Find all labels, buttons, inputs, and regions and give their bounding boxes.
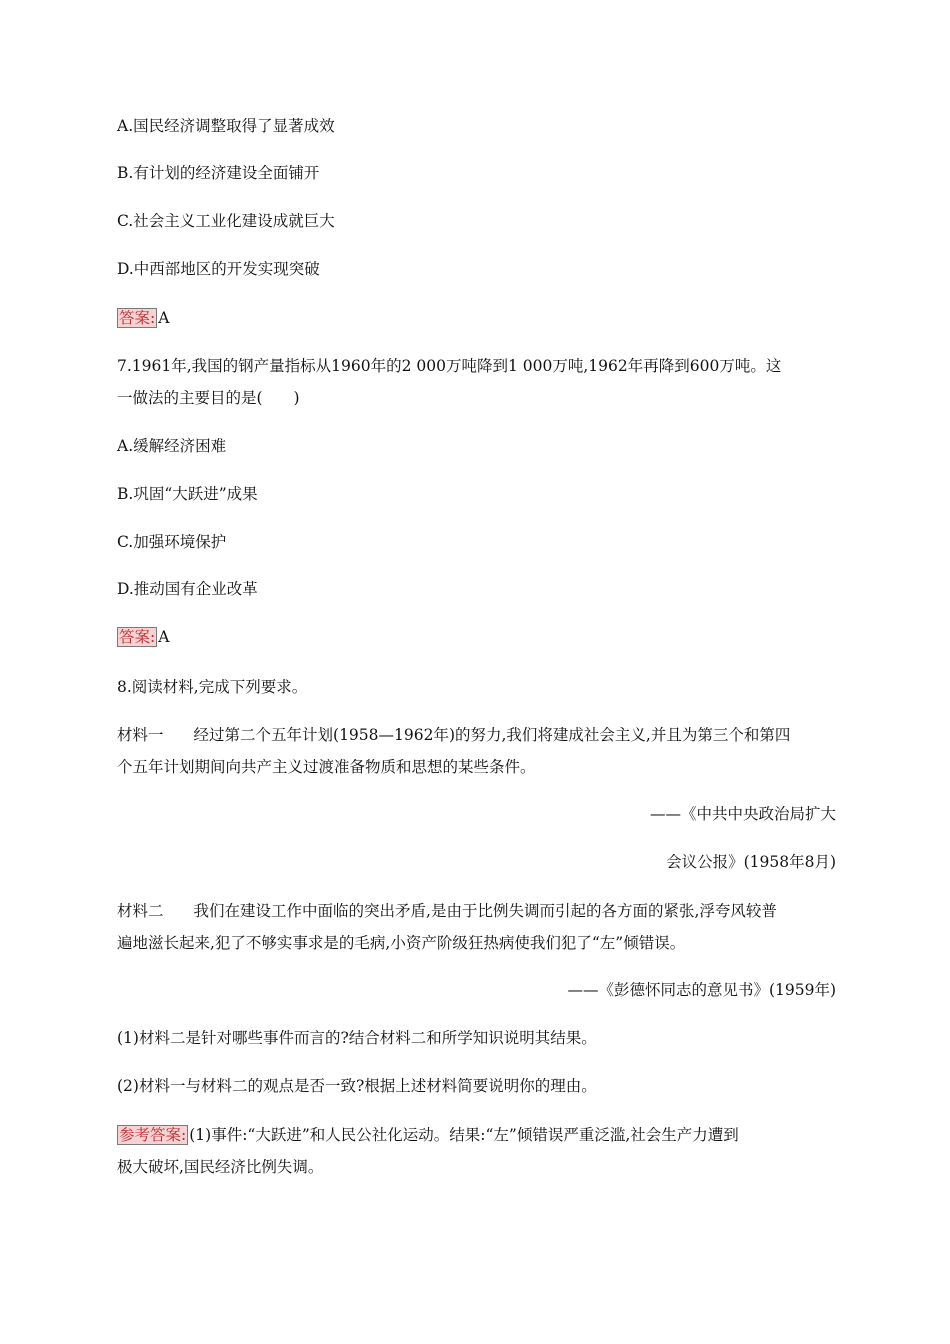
q7-stem-line-1: 7.1961年,我国的钢产量指标从1960年的2 000万吨降到1 000万吨,1962年再降到600万吨。这 (117, 357, 782, 375)
material1-source-line-2: 会议公报》(1958年8月) (666, 853, 836, 871)
q7-option-c: C.加强环境保护 (117, 533, 227, 551)
q7-answer (117, 626, 837, 648)
material1-source-line-1: ——《中共中央政治局扩大 (649, 805, 836, 823)
q7-stem-line-2: 一做法的主要目的是( ) (117, 389, 300, 407)
material2-source: ——《彭德怀同志的意见书》(1959年) (567, 981, 836, 999)
material1-line-2: 个五年计划期间向共产主义过渡准备物质和思想的某些条件。 (117, 758, 536, 776)
answer-value: A (158, 628, 170, 646)
q6-option-b: B.有计划的经济建设全面铺开 (117, 164, 320, 182)
answer-badge: 答案: (119, 628, 156, 646)
reference-answer-text: (1)事件:“大跃进”和人民公社化运动。结果:“左”倾错误严重泛滥,社会生产力遭到 (189, 1126, 739, 1144)
reference-answer-badge: 参考答案: (119, 1126, 187, 1144)
material1-text: 经过第二个五年计划(1958—1962年)的努力,我们将建成社会主义,并且为第三个和第四 (193, 726, 791, 744)
q7-option-b: B.巩固“大跃进”成果 (117, 485, 258, 503)
q6-option-c: C.社会主义工业化建设成就巨大 (117, 212, 335, 230)
material2-line-2: 遍地滋长起来,犯了不够实事求是的毛病,小资产阶级狂热病使我们犯了“左”倾错误。 (117, 934, 686, 952)
answer-badge: 答案: (119, 309, 156, 327)
q8-question-1: (1)材料二是针对哪些事件而言的?结合材料二和所学知识说明其结果。 (117, 1029, 597, 1047)
q6-option-a: A.国民经济调整取得了显著成效 (117, 117, 335, 135)
material2-line-1 (117, 900, 837, 922)
q8-reference-answer-line-1 (117, 1124, 837, 1146)
material1-line-1 (117, 724, 837, 746)
material2-label: 材料二 (117, 902, 164, 920)
q8-question-2: (2)材料一与材料二的观点是否一致?根据上述材料简要说明你的理由。 (117, 1077, 597, 1095)
q8-stem: 8.阅读材料,完成下列要求。 (117, 678, 308, 696)
q7-option-a: A.缓解经济困难 (117, 437, 227, 455)
material1-label: 材料一 (117, 726, 164, 744)
q7-option-d: D.推动国有企业改革 (117, 580, 258, 598)
material2-text: 我们在建设工作中面临的突出矛盾,是由于比例失调而引起的各方面的紧张,浮夸风较普 (193, 902, 777, 920)
q6-answer (117, 307, 837, 329)
q6-option-d: D.中西部地区的开发实现突破 (117, 260, 320, 278)
answer-value: A (158, 309, 170, 327)
q8-reference-answer-line-2: 极大破坏,国民经济比例失调。 (117, 1158, 324, 1176)
